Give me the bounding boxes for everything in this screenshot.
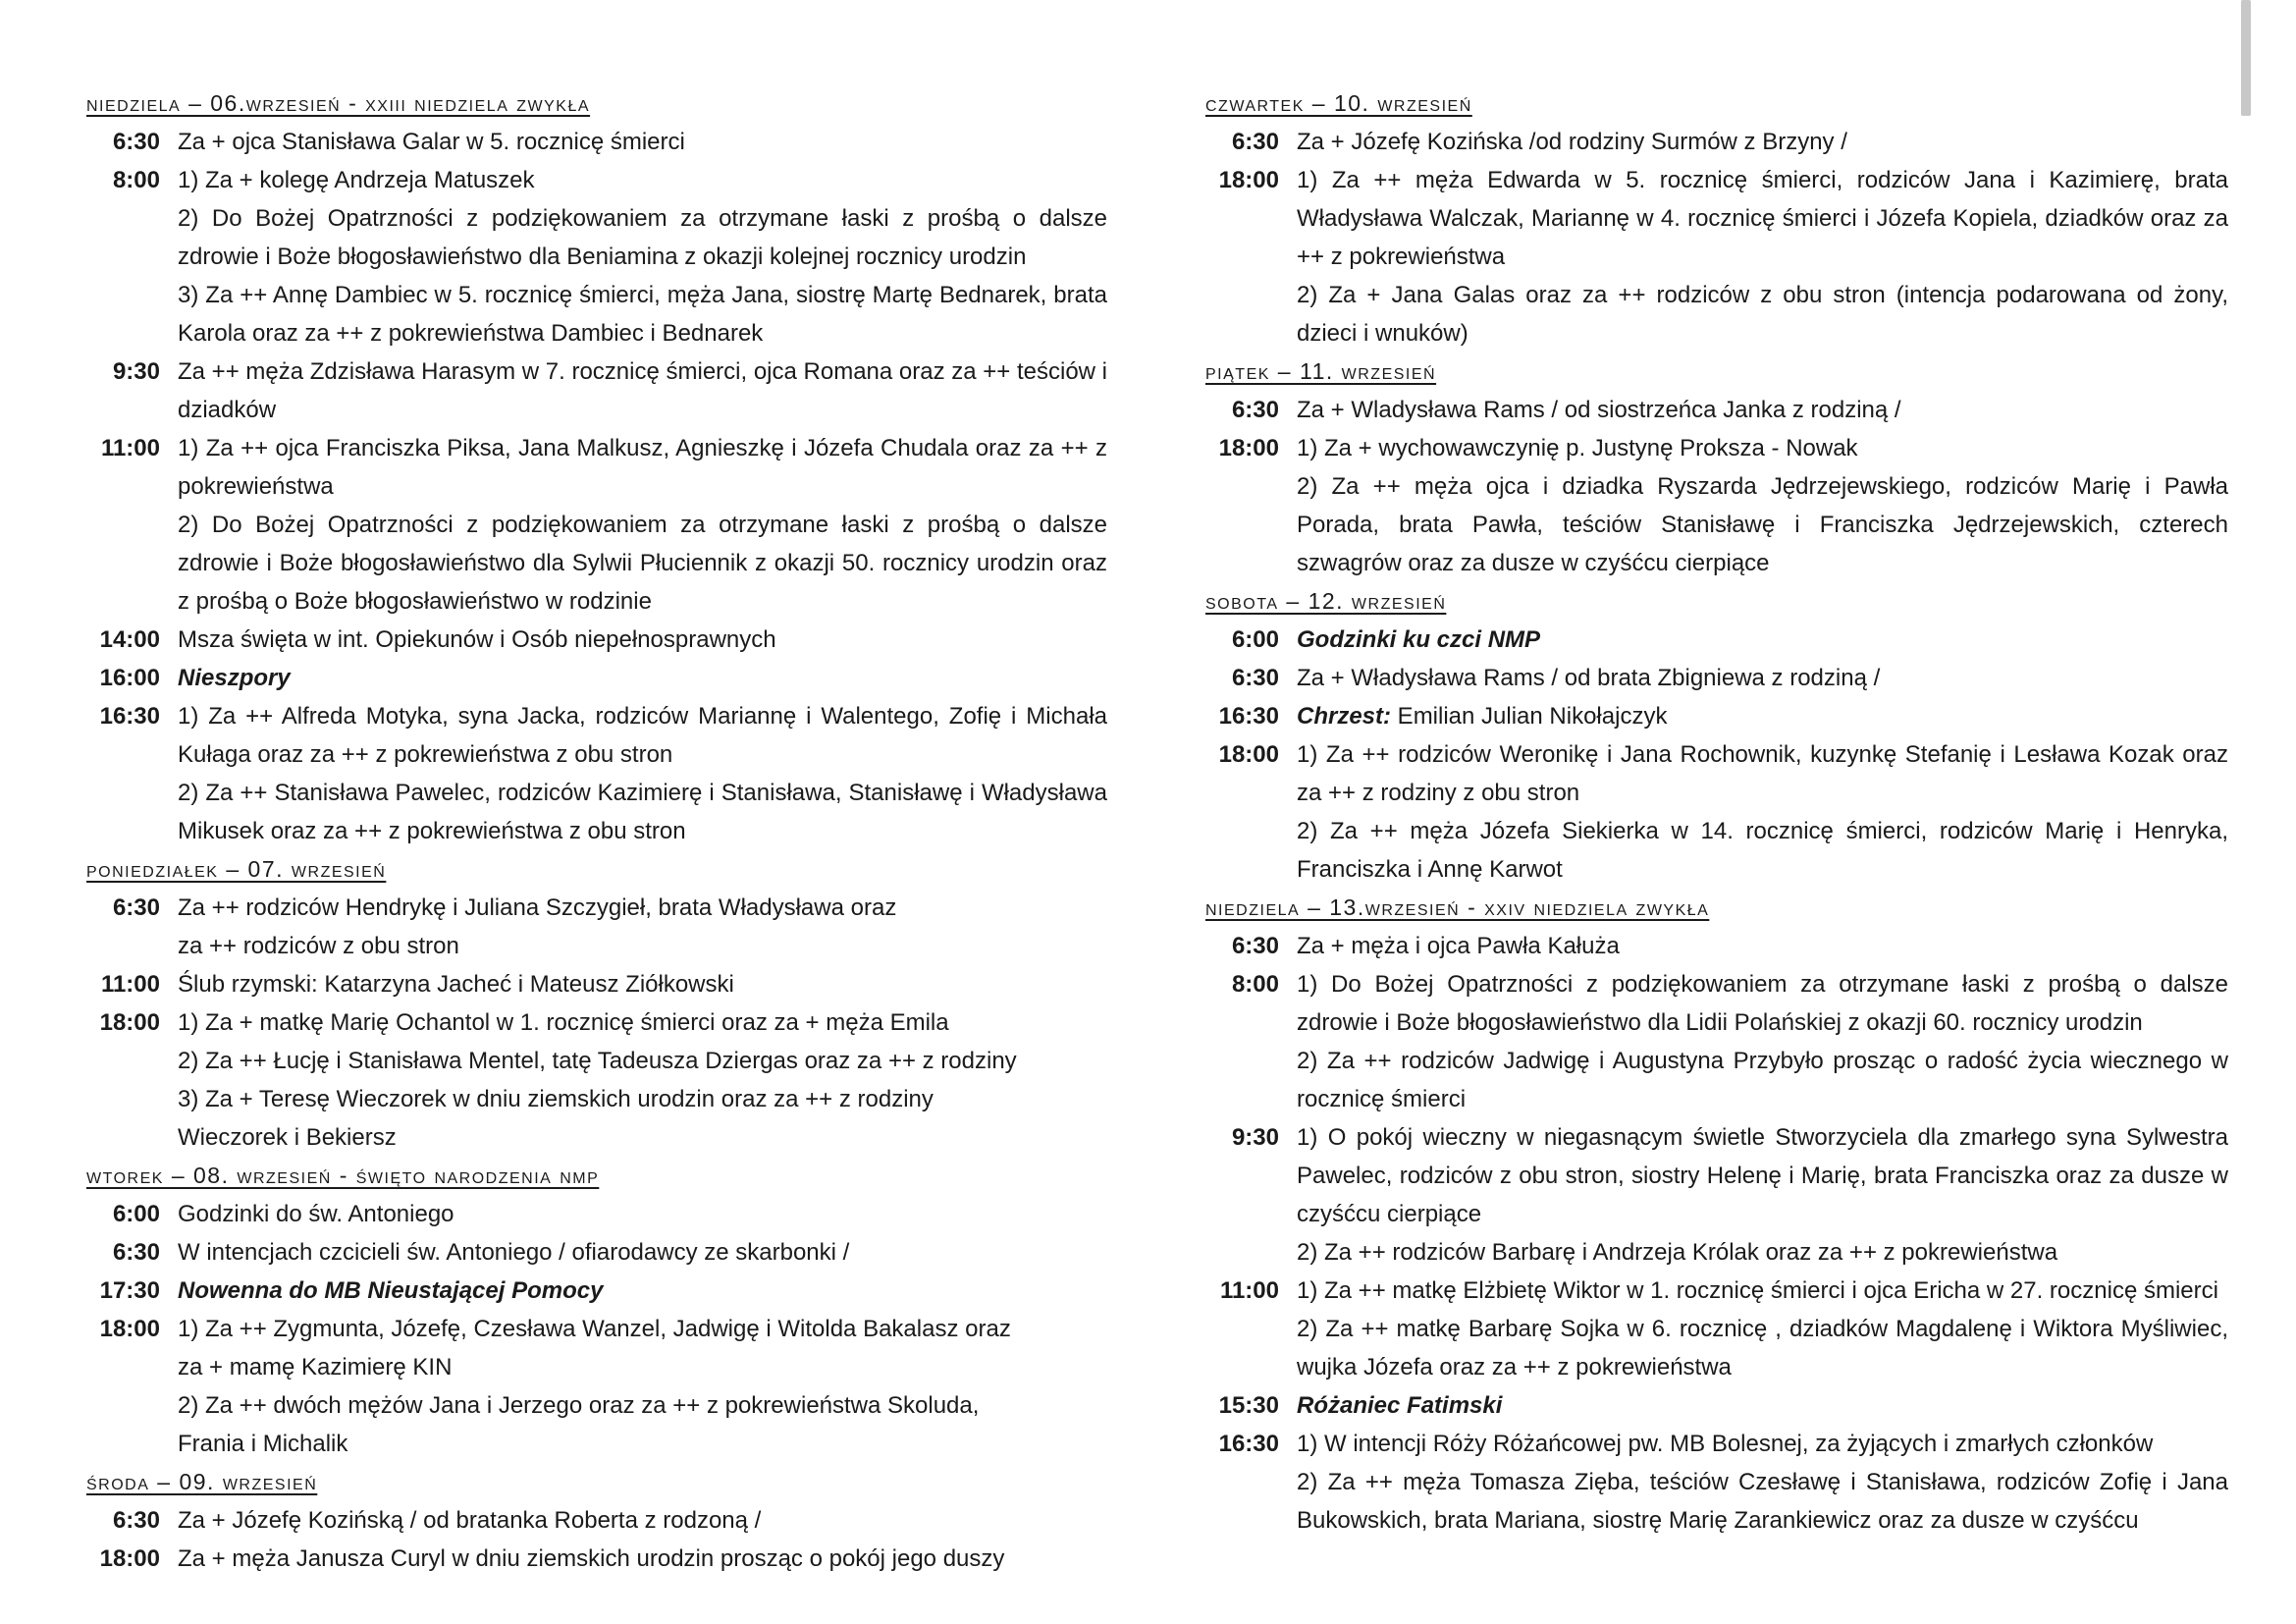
intention-list bbox=[178, 1540, 1107, 1578]
mass-time: 16:30 bbox=[1218, 703, 1279, 730]
mass-time: 6:30 bbox=[1231, 933, 1279, 959]
mass-time: 16:30 bbox=[1218, 1431, 1279, 1457]
mass-entry bbox=[86, 1233, 1107, 1272]
day-heading: środa – 09. wrzesień bbox=[86, 1469, 318, 1494]
intention-text: 1) Za ++ rodziców Weronikę i Jana Rochownik, kuzynkę Stefanię i Lesława Kozak oraz za ++ z rodziny z obu stron bbox=[1297, 741, 2228, 806]
mass-entry bbox=[86, 889, 1107, 965]
intention-text: 1) Za ++ Zygmunta, Józefę, Czesława Wanzel, Jadwigę i Witolda Bakalasz oraz bbox=[178, 1316, 1011, 1342]
day-heading: niedziela – 06.wrzesień - xxiii niedziela zwykła bbox=[86, 90, 591, 116]
mass-time: 11:00 bbox=[100, 435, 160, 461]
intention-list bbox=[178, 697, 1107, 850]
intention-list bbox=[1297, 391, 2228, 429]
intention-text: Wieczorek i Bekiersz bbox=[178, 1124, 397, 1151]
mass-time: 6:00 bbox=[1231, 626, 1279, 653]
intention-list bbox=[1297, 161, 2228, 352]
mass-entry bbox=[1205, 1272, 2228, 1386]
intention-text: 1) Za ++ męża Edwarda w 5. rocznicę śmierci, rodziców Jana i Kazimierę, brata Władysława Walczak, Mariannę w 4. rocznicę śmierci i Józefa Kopiela, dziadków oraz za ++ z pokrewieństwa bbox=[1297, 167, 2228, 270]
mass-entry bbox=[86, 429, 1107, 621]
mass-entry bbox=[86, 1310, 1107, 1463]
mass-entry bbox=[1205, 429, 2228, 582]
mass-time: 6:30 bbox=[112, 894, 160, 921]
intention-text: 2) Do Bożej Opatrzności z podziękowaniem za otrzymane łaski z prośbą o dalsze zdrowie i Boże błogosławieństwo dla Beniamina z okazji kolejnej rocznicy urodzin bbox=[178, 205, 1107, 270]
mass-time: 14:00 bbox=[99, 626, 160, 653]
mass-entry bbox=[86, 965, 1107, 1003]
mass-time: 18:00 bbox=[99, 1316, 160, 1342]
mass-time: 8:00 bbox=[1231, 971, 1279, 998]
intention-list bbox=[178, 1310, 1107, 1463]
intention-list bbox=[1297, 1386, 2228, 1425]
mass-entry bbox=[86, 352, 1107, 429]
mass-entry bbox=[1205, 1118, 2228, 1272]
mass-time: 6:00 bbox=[112, 1201, 160, 1227]
day-heading: niedziela – 13.wrzesień - xxiv niedziela zwykła bbox=[1205, 894, 1710, 920]
mass-entry bbox=[86, 1501, 1107, 1540]
mass-time: 16:30 bbox=[99, 703, 160, 730]
mass-entry bbox=[1205, 735, 2228, 889]
intention-text: Ślub rzymski: Katarzyna Jacheć i Mateusz Ziółkowski bbox=[178, 971, 734, 998]
intention-list bbox=[178, 429, 1107, 621]
intention-text: Za + męża Janusza Curyl w dniu ziemskich urodzin prosząc o pokój jego duszy bbox=[178, 1545, 1005, 1572]
intention-text: Godzinki do św. Antoniego bbox=[178, 1201, 454, 1227]
mass-time: 17:30 bbox=[99, 1277, 160, 1304]
intention-text: Emilian Julian Nikołajczyk bbox=[1391, 703, 1668, 730]
mass-time: 11:00 bbox=[1219, 1277, 1279, 1304]
intention-text: 2) Za ++ dwóch mężów Jana i Jerzego oraz za ++ z pokrewieństwa Skoluda, bbox=[178, 1392, 980, 1419]
mass-entry bbox=[1205, 965, 2228, 1118]
intention-text: 1) O pokój wieczny w niegasnącym świetle Stworzyciela dla zmarłego syna Sylwestra Pawelec, rodziców z obu stron, siostry Helenę i Marię, brata Franciszka oraz za dusze w czyśćcu cierpiące bbox=[1297, 1124, 2228, 1227]
intention-text: Za + Wladysława Rams / od siostrzeńca Janka z rodziną / bbox=[1297, 397, 1901, 423]
intention-list bbox=[1297, 927, 2228, 965]
intention-text bbox=[1297, 697, 2228, 735]
mass-entry bbox=[1205, 161, 2228, 352]
intention-text: 2) Za ++ męża Tomasza Zięba, teściów Czesławę i Stanisława, rodziców Zofię i Jana Bukowskich, brata Mariana, siostrę Marię Zarankiewicz oraz za dusze w czyśćcu bbox=[1297, 1469, 2228, 1534]
intention-text: Godzinki ku czci NMP bbox=[1297, 626, 1541, 653]
day-heading: wtorek – 08. wrzesień - święto narodzenia nmp bbox=[86, 1163, 600, 1188]
intention-list bbox=[178, 1233, 1107, 1272]
intention-text: Za + Józefę Kozińska /od rodziny Surmów z Brzyny / bbox=[1297, 129, 1847, 155]
intention-text: 1) Za + matkę Marię Ochantol w 1. rocznicę śmierci oraz za + męża Emila bbox=[178, 1009, 949, 1036]
day-heading: piątek – 11. wrzesień bbox=[1205, 358, 1437, 384]
intention-list bbox=[178, 352, 1107, 429]
mass-entry bbox=[86, 659, 1107, 697]
right-column bbox=[1205, 84, 2228, 1540]
mass-time: 6:30 bbox=[1231, 397, 1279, 423]
left-column bbox=[86, 84, 1107, 1578]
intention-text: 2) Za ++ Stanisława Pawelec, rodziców Kazimierę i Stanisława, Stanisławę i Władysława Mikusek oraz za ++ z pokrewieństwa z obu stron bbox=[178, 780, 1107, 844]
intention-text: 1) W intencji Róży Różańcowej pw. MB Bolesnej, za żyjących i zmarłych członków bbox=[1297, 1431, 2154, 1457]
intention-text: za + mamę Kazimierę KIN bbox=[178, 1354, 453, 1380]
intention-list bbox=[178, 965, 1107, 1003]
intention-list bbox=[178, 161, 1107, 352]
intention-list bbox=[1297, 621, 2228, 659]
intention-text: 2) Za ++ matkę Barbarę Sojka w 6. rocznicę , dziadków Magdalenę i Wiktora Myśliwiec, wujka Józefa oraz za ++ z pokrewieństwa bbox=[1297, 1316, 2228, 1380]
intention-text: 2) Za ++ męża ojca i dziadka Ryszarda Jędrzejewskiego, rodziców Marię i Pawła Porada, brata Pawła, teściów Stanisławę i Franciszka Jędrzejewskich, czterech szwagrów oraz za dusze w czyśćcu cierpiące bbox=[1297, 473, 2228, 576]
intention-text: 2) Za ++ rodziców Jadwigę i Augustyna Przybyło prosząc o radość życia wiecznego w rocznicę śmierci bbox=[1297, 1048, 2228, 1112]
day-heading: poniedziałek – 07. wrzesień bbox=[86, 856, 387, 882]
day-heading: sobota – 12. wrzesień bbox=[1205, 588, 1447, 614]
mass-entry bbox=[86, 161, 1107, 352]
mass-entry bbox=[86, 1003, 1107, 1157]
mass-time: 6:30 bbox=[112, 129, 160, 155]
mass-entry bbox=[1205, 1425, 2228, 1540]
intention-text: 1) Za + wychowawczynię p. Justynę Proksza - Nowak bbox=[1297, 435, 1858, 461]
intention-list bbox=[1297, 1425, 2228, 1540]
mass-entry bbox=[1205, 1386, 2228, 1425]
intention-text: 3) Za + Teresę Wieczorek w dniu ziemskich urodzin oraz za ++ z rodziny bbox=[178, 1086, 934, 1112]
intention-text: 2) Do Bożej Opatrzności z podziękowaniem za otrzymane łaski z prośbą o dalsze zdrowie i Boże błogosławieństwo dla Sylwii Płuciennik z okazji 50. rocznicy urodzin oraz z prośbą o Boże błogosławieństwo w rodzinie bbox=[178, 512, 1107, 615]
intention-list bbox=[1297, 659, 2228, 697]
mass-entry bbox=[1205, 659, 2228, 697]
intention-text: Nieszpory bbox=[178, 665, 291, 691]
intention-list bbox=[1297, 697, 2228, 735]
mass-time: 11:00 bbox=[100, 971, 160, 998]
intention-text: 2) Za ++ rodziców Barbarę i Andrzeja Królak oraz za ++ z pokrewieństwa bbox=[1297, 1239, 2058, 1266]
intention-list bbox=[178, 621, 1107, 659]
mass-time: 6:30 bbox=[112, 1239, 160, 1266]
intention-list bbox=[1297, 965, 2228, 1118]
scrollbar[interactable] bbox=[2241, 0, 2251, 116]
mass-entry bbox=[1205, 123, 2228, 161]
mass-entry bbox=[86, 1540, 1107, 1578]
mass-entry bbox=[1205, 391, 2228, 429]
intention-label: Chrzest: bbox=[1297, 703, 1392, 730]
mass-time: 15:30 bbox=[1218, 1392, 1279, 1419]
intention-list bbox=[178, 889, 1107, 965]
mass-time: 8:00 bbox=[112, 167, 160, 193]
mass-time: 9:30 bbox=[1231, 1124, 1279, 1151]
mass-entry bbox=[86, 697, 1107, 850]
intention-text: 3) Za ++ Annę Dambiec w 5. rocznicę śmierci, męża Jana, siostrę Martę Bednarek, brata Karola oraz za ++ z pokrewieństwa Dambiec i Bednarek bbox=[178, 282, 1107, 347]
mass-time: 6:30 bbox=[1231, 129, 1279, 155]
intention-text: 2) Za ++ Łucję i Stanisława Mentel, tatę Tadeusza Dziergas oraz za ++ z rodziny bbox=[178, 1048, 1017, 1074]
intention-text: 1) Za ++ ojca Franciszka Piksa, Jana Malkusz, Agnieszkę i Józefa Chudala oraz za ++ z pokrewieństwa bbox=[178, 435, 1107, 500]
intention-text: Za + Władysława Rams / od brata Zbigniewa z rodziną / bbox=[1297, 665, 1881, 691]
intention-list bbox=[178, 1003, 1107, 1157]
intention-text: Za ++ męża Zdzisława Harasym w 7. rocznicę śmierci, ojca Romana oraz za ++ teściów i dziadków bbox=[178, 358, 1108, 423]
intention-text: Za + męża i ojca Pawła Kałuża bbox=[1297, 933, 1620, 959]
mass-entry bbox=[86, 621, 1107, 659]
intention-text: 2) Za + Jana Galas oraz za ++ rodziców z obu stron (intencja podarowana od żony, dzieci i wnuków) bbox=[1297, 282, 2228, 347]
intention-text: Za + ojca Stanisława Galar w 5. rocznicę śmierci bbox=[178, 129, 685, 155]
intention-list bbox=[178, 123, 1107, 161]
day-heading: czwartek – 10. wrzesień bbox=[1205, 90, 1472, 116]
intention-list bbox=[1297, 1272, 2228, 1386]
mass-entry bbox=[1205, 927, 2228, 965]
intention-text: Za + Józefę Kozińską / od bratanka Roberta z rodzoną / bbox=[178, 1507, 762, 1534]
mass-time: 9:30 bbox=[112, 358, 160, 385]
mass-entry bbox=[86, 1272, 1107, 1310]
intention-list bbox=[1297, 429, 2228, 582]
intention-text: 1) Za ++ matkę Elżbietę Wiktor w 1. rocznicę śmierci i ojca Ericha w 27. rocznicę śmierci bbox=[1297, 1277, 2218, 1304]
intention-text: 1) Za ++ Alfreda Motyka, syna Jacka, rodziców Mariannę i Walentego, Zofię i Michała Kułaga oraz za ++ z pokrewieństwa z obu stron bbox=[178, 703, 1107, 768]
intention-text: Różaniec Fatimski bbox=[1297, 1392, 1503, 1419]
intention-list bbox=[178, 1501, 1107, 1540]
intention-text: Msza święta w int. Opiekunów i Osób niepełnosprawnych bbox=[178, 626, 776, 653]
intention-text: Frania i Michalik bbox=[178, 1431, 348, 1457]
intention-list bbox=[178, 1272, 1107, 1310]
intention-text: za ++ rodziców z obu stron bbox=[178, 933, 459, 959]
intention-text: Za ++ rodziców Hendrykę i Juliana Szczygieł, brata Władysława oraz bbox=[178, 894, 897, 921]
intention-text: 1) Za + kolegę Andrzeja Matuszek bbox=[178, 167, 535, 193]
mass-time: 16:00 bbox=[99, 665, 160, 691]
intention-text: 1) Do Bożej Opatrzności z podziękowaniem za otrzymane łaski z prośbą o dalsze zdrowie i Boże błogosławieństwo dla Lidii Polańskiej z okazji 60. rocznicy urodzin bbox=[1297, 971, 2228, 1036]
mass-time: 6:30 bbox=[1231, 665, 1279, 691]
intention-list bbox=[178, 659, 1107, 697]
mass-time: 18:00 bbox=[99, 1545, 160, 1572]
mass-entry bbox=[86, 1195, 1107, 1233]
mass-entry bbox=[86, 123, 1107, 161]
intention-list bbox=[1297, 123, 2228, 161]
intention-text: 2) Za ++ męża Józefa Siekierka w 14. rocznicę śmierci, rodziców Marię i Henryka, Franciszka i Annę Karwot bbox=[1297, 818, 2228, 883]
mass-time: 6:30 bbox=[112, 1507, 160, 1534]
mass-entry bbox=[1205, 697, 2228, 735]
intention-text: W intencjach czcicieli św. Antoniego / ofiarodawcy ze skarbonki / bbox=[178, 1239, 850, 1266]
mass-time: 18:00 bbox=[99, 1009, 160, 1036]
intention-list bbox=[1297, 1118, 2228, 1272]
intention-list bbox=[178, 1195, 1107, 1233]
mass-time: 18:00 bbox=[1218, 435, 1279, 461]
mass-entry bbox=[1205, 621, 2228, 659]
mass-time: 18:00 bbox=[1218, 741, 1279, 768]
intention-list bbox=[1297, 735, 2228, 889]
intention-text: Nowenna do MB Nieustającej Pomocy bbox=[178, 1277, 604, 1304]
mass-time: 18:00 bbox=[1218, 167, 1279, 193]
